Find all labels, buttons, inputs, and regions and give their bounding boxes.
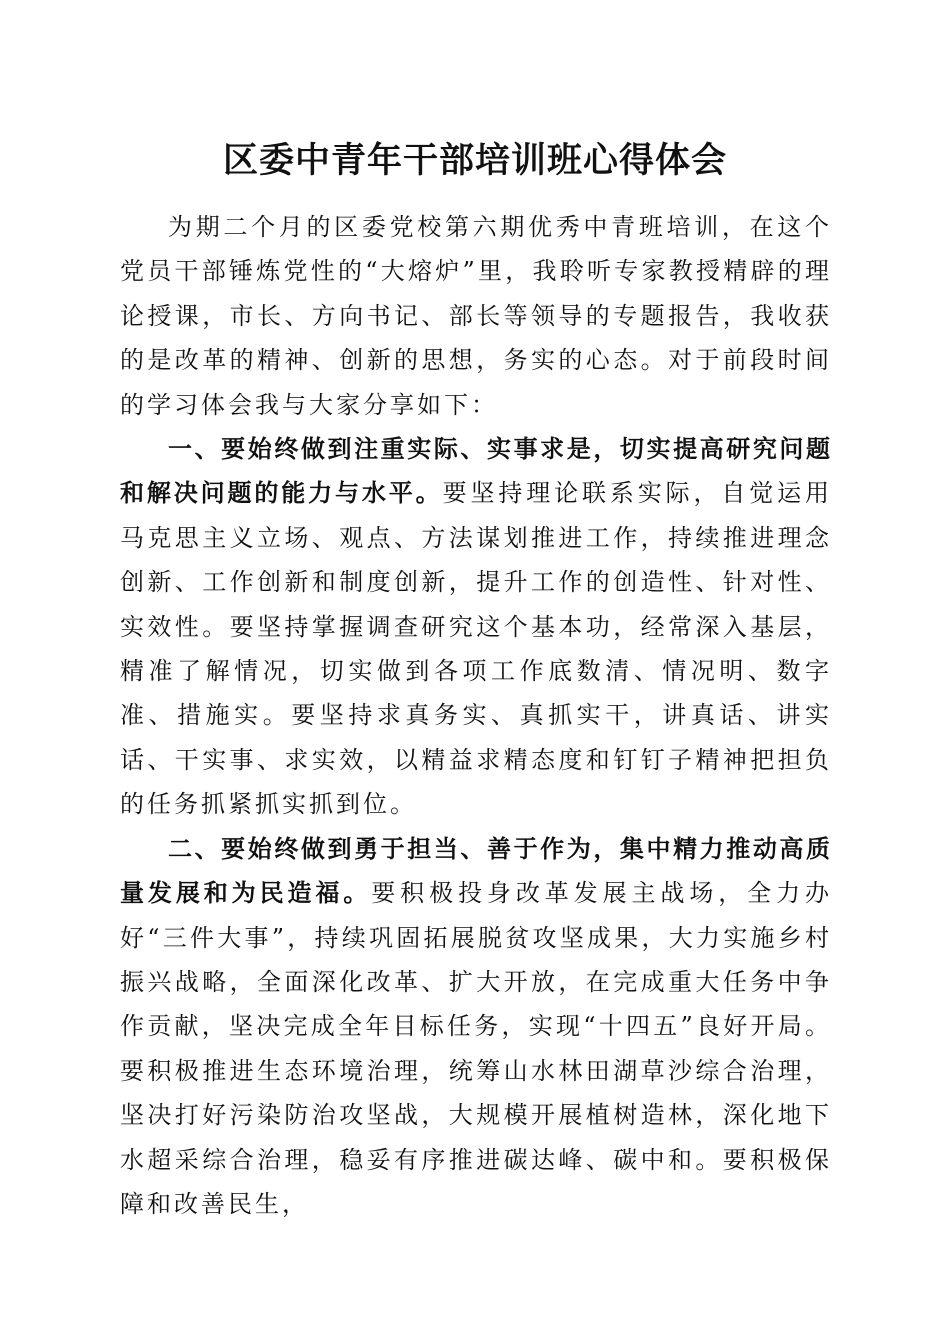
document-title: 区委中青年干部培训班心得体会 bbox=[222, 141, 727, 181]
section-2-heading: 二、要始终做到勇于担当、善于作为，集中精力推动高质量发展和为民造福。 bbox=[120, 834, 832, 908]
section-2-text: 要积极投身改革发展主战场，全力办好“三件大事”，持续巩固拓展脱贫攻坚成果，大力实施乡村振兴战略，全面深化改革、扩大开放，在完成重大任务中争作贡献，坚决完成全年目标任务，实现“十四五”良好开局。要积极推进生态环境治理，统筹山水林田湖草沙综合治理，坚决打好污染防治攻坚战，大规模开展植树造林，深化地下水超采综合治理，稳妥有序推进碳达峰、碳中和。要积极保障和改善民生， bbox=[120, 879, 832, 1218]
paragraph-section-1 bbox=[120, 427, 832, 827]
document-body bbox=[120, 205, 832, 1226]
section-1-text: 要坚持理论联系实际，自觉运用马克思主义立场、观点、方法谋划推进工作，持续推进理念创新、工作创新和制度创新，提升工作的创造性、针对性、实效性。要坚持掌握调查研究这个基本功，经常深入基层，精准了解情况，切实做到各项工作底数清、情况明、数字准、措施实。要坚持求真务实、真抓实干，讲真话、讲实话、干实事、求实效，以精益求精态度和钉钉子精神把担负的任务抓紧抓实抓到位。 bbox=[120, 479, 833, 819]
paragraph-intro-text: 为期二个月的区委党校第六期优秀中青班培训，在这个党员干部锤炼党性的“大熔炉”里，我聆听专家教授精辟的理论授课，市长、方向书记、部长等领导的专题报告，我收获的是改革的精神、创新的思想，务实的心态。对于前段时间的学习体会我与大家分享如下： bbox=[120, 213, 832, 419]
paragraph-intro bbox=[120, 205, 832, 427]
section-1-heading: 一、要始终做到注重实际、实事求是，切实提高研究问题和解决问题的能力与水平。 bbox=[120, 435, 832, 508]
paragraph-section-2 bbox=[120, 827, 832, 1227]
